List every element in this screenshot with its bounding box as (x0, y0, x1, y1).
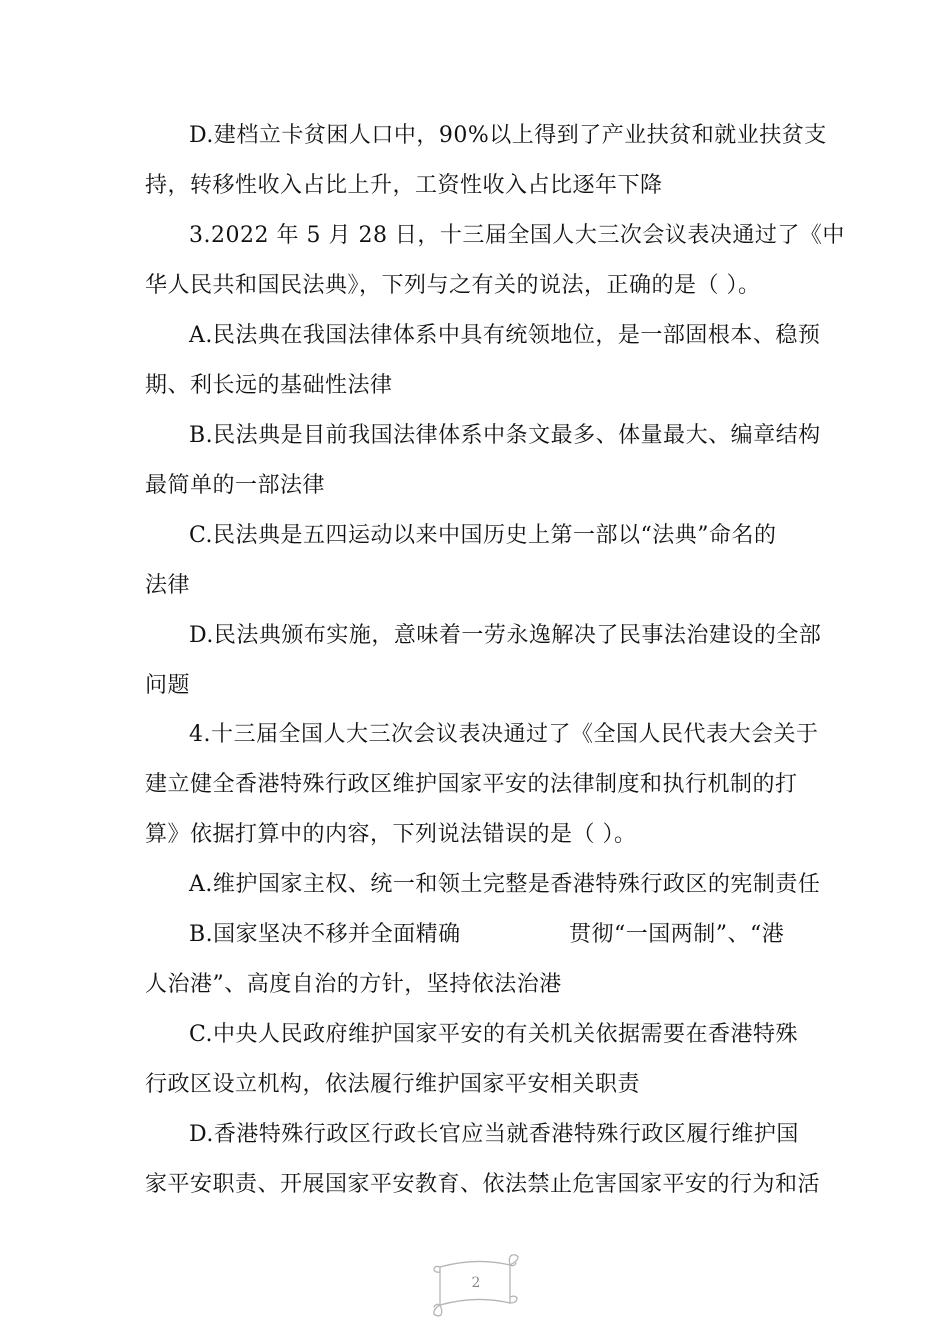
question-3-option-d: D.民法典颁布实施，意味着一劳永逸解决了民事法治建设的全部 (189, 623, 822, 648)
question-4-option-c: C.中央人民政府维护国家平安的有关机关依据需要在香港特殊 (189, 1022, 799, 1047)
question-3-option-c: C.民法典是五四运动以来中国历史上第一部以“法典”命名的 (189, 523, 777, 548)
question-4-option-b: 人治港”、高度自治的方针，坚持依法治港 (145, 972, 562, 997)
paragraph-line: 持，转移性收入占比上升，工资性收入占比逐年下降 (145, 173, 663, 198)
question-4-option-b: 贯彻“一国两制”、“港 (569, 922, 785, 947)
scroll-banner-icon (430, 1253, 522, 1319)
question-4-option-c: 行政区设立机构，依法履行维护国家平安相关职责 (145, 1072, 641, 1097)
question-4-option-d: 家平安职责、开展国家平安教育、依法禁止危害国家平安的行为和活 (145, 1172, 821, 1197)
paragraph-line: D.建档立卡贫困人口中，90%以上得到了产业扶贫和就业扶贫支 (189, 123, 827, 148)
page-number: 2 (471, 1275, 481, 1291)
question-3-option-b: B.民法典是目前我国法律体系中条文最多、体量最大、编章结构 (189, 423, 821, 448)
question-3-option-b: 最简单的一部法律 (145, 473, 326, 498)
question-4-option-b: B.国家坚决不移并全面精确 (189, 922, 461, 947)
question-3-option-a: 期、利长远的基础性法律 (145, 373, 393, 398)
question-3-stem: 华人民共和国民法典》，下列与之有关的说法，正确的是（ ）。 (145, 273, 761, 298)
question-3-option-c: 法律 (145, 573, 191, 598)
question-3-stem: 3.2022 年 5 月 28 日，十三届全国人大三次会议表决通过了《中 (189, 223, 845, 248)
question-4-stem: 建立健全香港特殊行政区维护国家平安的法律制度和执行机制的打 (145, 772, 798, 797)
question-3-option-a: A.民法典在我国法律体系中具有统领地位，是一部固根本、稳预 (189, 323, 821, 348)
question-4-option-d: D.香港特殊行政区行政长官应当就香港特殊行政区履行维护国 (189, 1122, 799, 1147)
question-4-stem: 算》依据打算中的内容，下列说法错误的是（ ）。 (145, 822, 637, 847)
question-4-stem: 4.十三届全国人大三次会议表决通过了《全国人民代表大会关于 (189, 722, 819, 747)
question-4-option-a: A.维护国家主权、统一和领土完整是香港特殊行政区的宪制责任 (189, 872, 821, 897)
question-3-option-d: 问题 (145, 673, 191, 698)
